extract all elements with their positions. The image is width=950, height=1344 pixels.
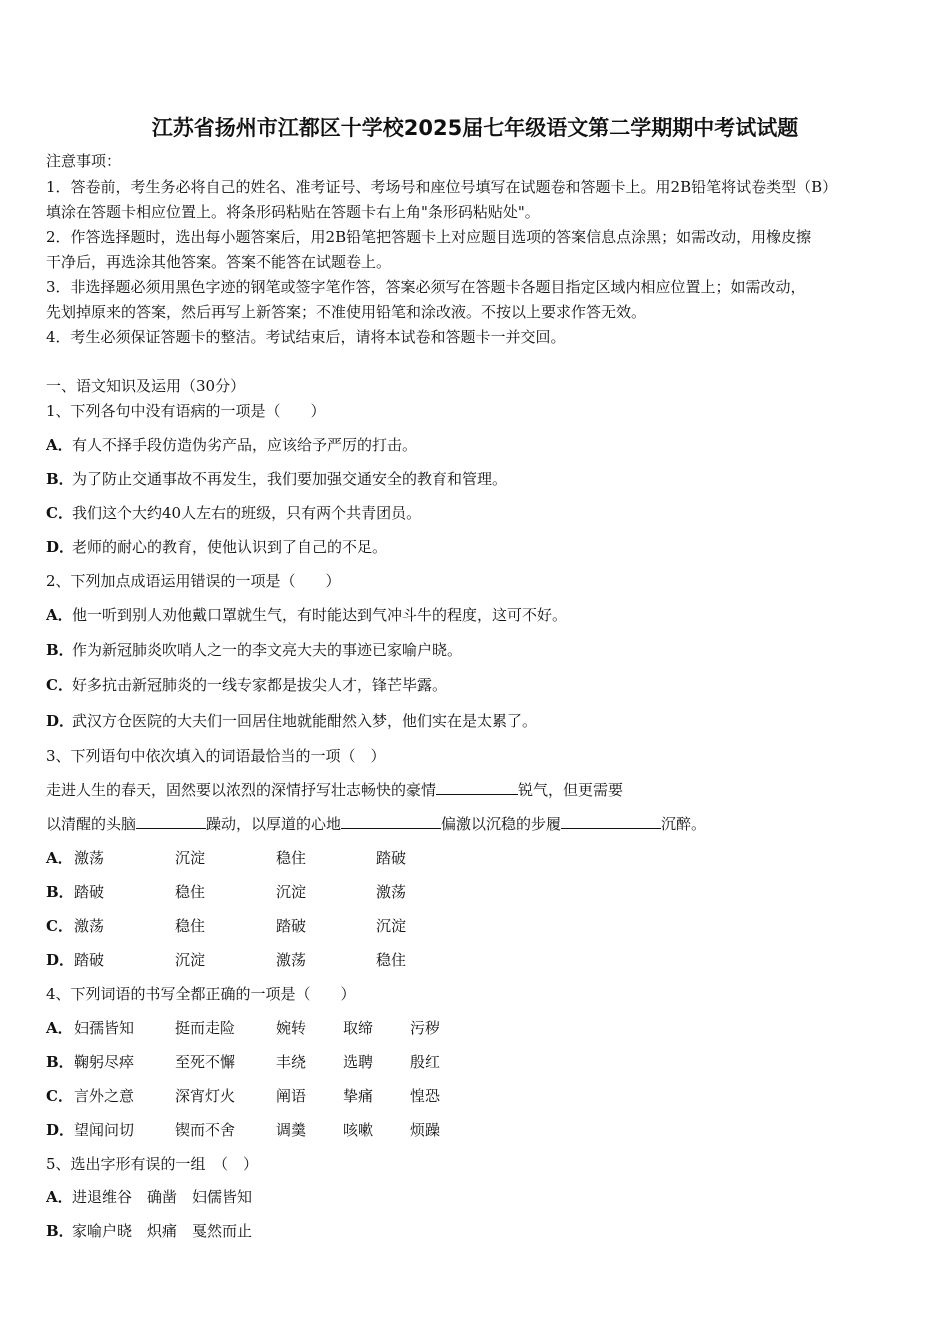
option-letter: C． [46,1087,73,1105]
option-word: 深宵灯火 [175,1087,236,1105]
notice-line: 先划掉原来的答案，然后再写上新答案；不准使用铅笔和涂改液。不按以上要求作答无效。 [46,303,647,321]
passage-text: 偏激以沉稳的步履 [441,815,562,833]
option-letter: D． [46,1121,75,1139]
option-letter: B． [46,1053,74,1071]
option [46,1187,252,1207]
option-letter: C． [46,917,73,935]
question-stem: 4、下列词语的书写全都正确的一项是（ ） [46,985,356,1003]
fill-blank [136,814,206,829]
option-word: 挺而走险 [175,1019,236,1037]
option [46,537,387,557]
option [46,711,537,731]
option-word: 沉淀 [376,917,407,935]
option-word: 踏破 [376,849,407,867]
option-letter: D． [46,951,75,969]
option-text: 武汉方仓医院的大夫们一回居住地就能酣然入梦，他们实在是太累了。 [72,712,538,730]
option-word: 婉转 [276,1019,307,1037]
option-word: 稳住 [276,849,307,867]
option [46,503,421,523]
passage-text: 走进人生的春天，固然要以浓烈的深情抒写壮志畅快的豪情 [46,781,437,799]
option [46,640,462,660]
option-word: 污秽 [410,1019,441,1037]
option-text: 好多抗击新冠肺炎的一线专家都是拔尖人才，锋芒毕露。 [72,676,448,694]
option-word: 激荡 [276,951,307,969]
option-word: 踏破 [276,917,307,935]
option-word: 惶恐 [410,1087,441,1105]
option [46,435,417,455]
question-stem: 2、下列加点成语运用错误的一项是（ ） [46,572,341,590]
option-word: 阐语 [276,1087,307,1105]
option-text: 有人不择手段仿造伪劣产品，应该给予严厉的打击。 [72,436,418,454]
notice-line: 4．考生必须保证答题卡的整洁。考试结束后，请将本试卷和答题卡一并交回。 [46,328,566,346]
option [46,605,567,625]
option-text: 作为新冠肺炎吹哨人之一的李文亮大夫的事迹已家喻户晓。 [72,641,463,659]
option-letter: B． [46,883,74,901]
option-letter: C． [46,504,73,522]
notice-line: 3．非选择题必须用黑色字迹的钢笔或签字笔作答，答案必须写在答题卡各题目指定区域内相应位置上；如需改动， [46,278,806,296]
notice-line: 填涂在答题卡相应位置上。将条形码粘贴在答题卡右上角"条形码粘贴处"。 [46,203,540,221]
option-letter: A． [46,1188,73,1206]
option-word: 稳住 [175,883,206,901]
option-word: 殷红 [410,1053,441,1071]
option-word: 丰绕 [276,1053,307,1071]
option-word: 沉淀 [175,951,206,969]
option-word: 烦躁 [410,1121,441,1139]
passage-text: 躁动，以厚道的心地 [206,815,342,833]
passage-text: 以清醒的头脑 [46,815,137,833]
option [46,675,447,695]
option-text: 家喻户晓 炽痛 戛然而止 [72,1222,253,1240]
option-letter: D． [46,538,75,556]
option-letter: A． [46,436,73,454]
passage-text: 沉醉。 [661,815,707,833]
option-text: 为了防止交通事故不再发生，我们要加强交通安全的教育和管理。 [72,470,508,488]
option-word: 挚痛 [343,1087,374,1105]
option-letter: B． [46,470,74,488]
fill-blank [436,780,518,795]
option-word: 沉淀 [175,849,206,867]
option-letter: A． [46,849,73,867]
passage-line [46,814,706,834]
option-text: 进退维谷 确凿 妇儒皆知 [72,1188,253,1206]
passage-text: 锐气，但更需要 [518,781,624,799]
option-word: 选聘 [343,1053,374,1071]
option-word: 激荡 [74,849,105,867]
fill-blank [561,814,661,829]
question-stem: 1、下列各句中没有语病的一项是（ ） [46,402,326,420]
option-word: 踏破 [74,951,105,969]
option-text: 我们这个大约40人左右的班级，只有两个共青团员。 [72,504,422,522]
option-word: 咳嗽 [343,1121,374,1139]
option-word: 取缔 [343,1019,374,1037]
option-letter: B． [46,641,74,659]
option-letter: A． [46,1019,73,1037]
option-text: 老师的耐心的教育，使他认识到了自己的不足。 [72,538,388,556]
option-word: 望闻问切 [74,1121,135,1139]
fill-blank [341,814,441,829]
option-word: 妇孺皆知 [74,1019,135,1037]
option-word: 稳住 [376,951,407,969]
option-letter: A． [46,606,73,624]
passage-line [46,780,623,800]
option-word: 激荡 [74,917,105,935]
option-word: 至死不懈 [175,1053,236,1071]
option-word: 锲而不舍 [175,1121,236,1139]
notice-line: 干净后，再选涂其他答案。答案不能答在试题卷上。 [46,253,392,271]
option-word: 调羹 [276,1121,307,1139]
option [46,1221,252,1241]
option-letter: D． [46,712,75,730]
notice-heading: 注意事项： [46,152,122,170]
option-word: 踏破 [74,883,105,901]
option-letter: B． [46,1222,74,1240]
option-text: 他一听到别人劝他戴口罩就生气，有时能达到气冲斗牛的程度，这可不好。 [72,606,568,624]
section-heading: 一、语文知识及运用（30分） [46,377,246,395]
option-letter: C． [46,676,73,694]
option-word: 激荡 [376,883,407,901]
option-word: 鞠躬尽瘁 [74,1053,135,1071]
question-stem: 3、下列语句中依次填入的词语最恰当的一项（ ） [46,747,386,765]
exam-title: 江苏省扬州市江都区十学校2025届七年级语文第二学期期中考试试题 [151,116,799,140]
option-word: 沉淀 [276,883,307,901]
option-word: 言外之意 [74,1087,135,1105]
option [46,469,507,489]
notice-line: 1．答卷前，考生务必将自己的姓名、准考证号、考场号和座位号填写在试题卷和答题卡上。用2B铅笔将试卷类型（B） [46,178,838,196]
option-word: 稳住 [175,917,206,935]
question-stem: 5、选出字形有误的一组 （ ） [46,1155,259,1173]
notice-line: 2．作答选择题时，选出每小题答案后，用2B铅笔把答题卡上对应题目选项的答案信息点涂黑；如需改动，用橡皮擦 [46,228,812,246]
